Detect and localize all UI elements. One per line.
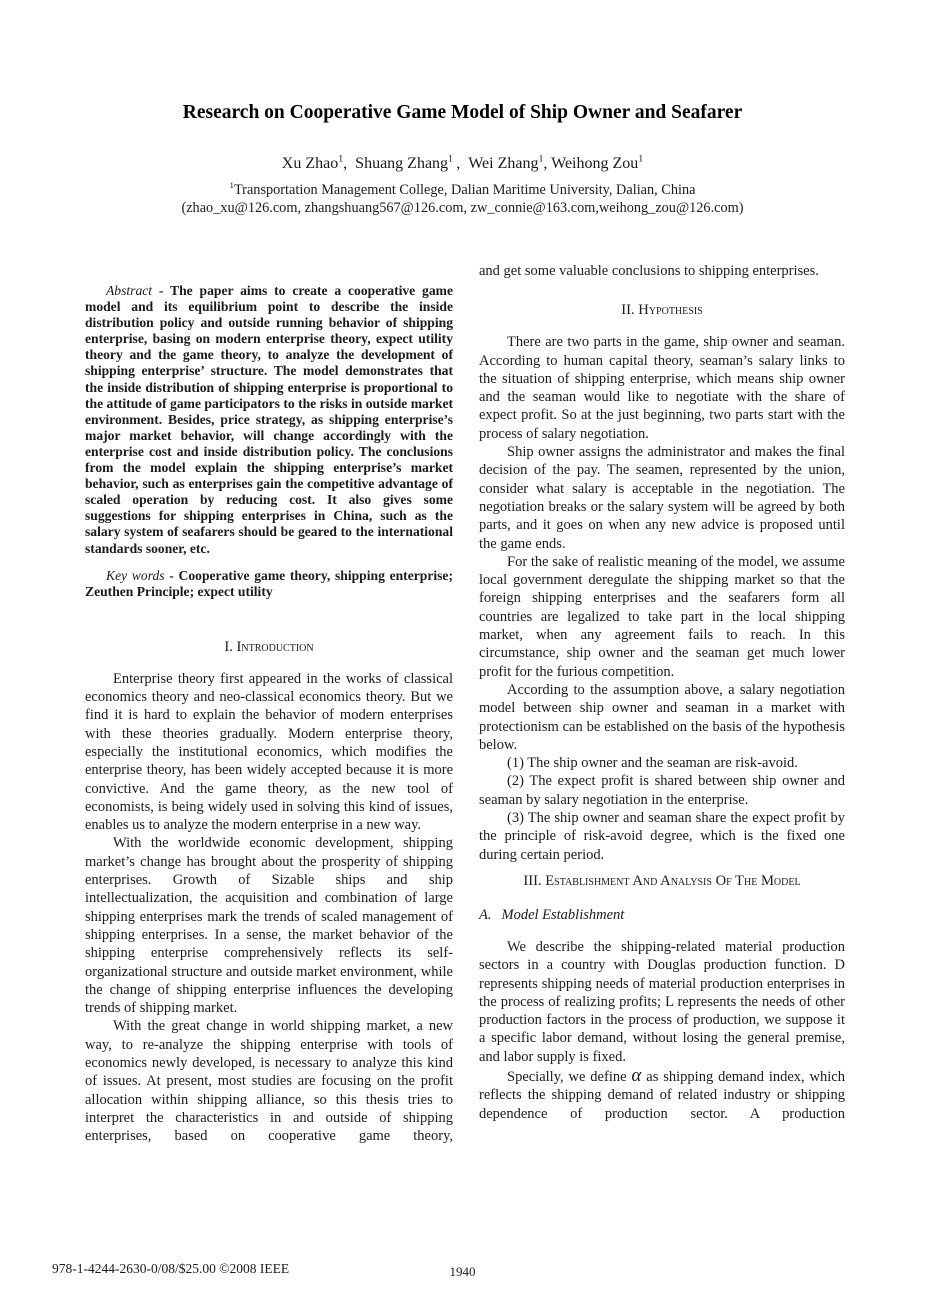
keywords-text: Cooperative game theory, shipping enterprise; Zeuthen Principle; expect utility — [85, 567, 453, 599]
intro-paragraph: Enterprise theory first appeared in the works of classical economics theory and neo-classical economics theory. But we find it is hard to explain the behavior of modern enterprises with these theories gradually. Modern enterprise theory, especially the institutional economics, which modifies the enterprise theory, has been widely accepted because it is more convictive. And the game theory, as the new tool of economists, is being widely used in solving this kind of issues, enables us to analyze the modern enterprise in a new way. — [85, 670, 453, 834]
affiliation-line: $^1$Transportation Management College, Dalian Maritime University, Dalian, China — [229, 180, 696, 198]
hypothesis-paragraph: Ship owner assigns the administrator and makes the final decision of the pay. The seamen, represented by the union, consider what salary is acceptable in the negotiation. The negotiation breaks or the salary system will be agreed by both parts, and it goes on when any new advice is proposed until the game ends. — [479, 444, 845, 552]
continuation-paragraph: and get some valuable conclusions to shipping enterprises. — [479, 263, 819, 279]
alpha-symbol: α — [631, 1064, 642, 1086]
hypothesis-list-item: (2) The expect profit is shared between ship owner and seaman by salary negotiation in the enterprise. — [479, 773, 845, 808]
column-left — [85, 283, 453, 1146]
model-paragraph: We describe the shipping-related material production sectors in a country with Douglas production function. D represents shipping needs of material production enterprises in the process of realizing profits; L represents the needs of other production factors in the process of production, we suppose it a specific labor demand, without losing the general premise, and labor supply is fixed. — [479, 938, 845, 1065]
author-superscript: 1 — [638, 154, 644, 165]
hypothesis-list-item: (3) The ship owner and seaman share the expect profit by the principle of risk-avoid degree, which is the fixed one during certain period. — [479, 810, 845, 863]
subsection-a-heading — [479, 906, 845, 924]
intro-paragraph: With the worldwide economic development, shipping market’s change has brought about the prosperity of shipping enterprises. Growth of Sizable ships and ship intellectualization, the acquisition and combination of large shipping enterprises mark the trends of scaled management of shipping enterprises. In a sense, the market behavior of the shipping enterprise comprehensively reflects its self-organizational structure and outside market environment, while the change of shipping enterprise influences the developing trends of shipping market. — [85, 835, 453, 1017]
hypothesis-list-item: (1) The ship owner and the seaman are risk-avoid. — [507, 755, 798, 772]
keywords-label: Key words — [106, 567, 165, 583]
author-name: Weihong Zou$^1$ — [551, 154, 644, 173]
author-name: Xu Zhao$^1$, — [281, 154, 356, 173]
author-name: Wei Zhang$^1$, — [468, 154, 552, 173]
keywords-paragraph: Key words - Cooperative game theory, shipping enterprise; Zeuthen Principle; expect utility — [85, 567, 453, 599]
page-number: 1940 — [449, 1264, 476, 1279]
footer-copyright: 978-1-4244-2630-0/08/$25.00 ©2008 IEEE — [52, 1261, 290, 1276]
hypothesis-paragraph: There are two parts in the game, ship owner and seaman. According to human capital theory, seaman’s salary links to the situation of shipping enterprise, which means ship owner and the seaman would like to negotiate with the share of expect profit. So at the just beginning, two parts start with the process of salary negotiation. — [479, 334, 845, 442]
subsection-title: Model Establishment — [501, 906, 625, 923]
section-heading-introduction: I. Introduction — [224, 638, 314, 655]
author-superscript: 1 — [538, 154, 544, 165]
model-paragraph: Specially, we define α as shipping demand index, which reflects the shipping demand of related industry or shipping dependence of production sector. A production — [479, 1064, 845, 1122]
abstract-paragraph: Abstract - The paper aims to create a cooperative game model and its equilibrium point to describe the inside distribution policy and outside running behavior of shipping enterprise, basing on modern enterprise theory, expect utility theory and the game theory, to analyze the development of shipping enterprise’ structure. The model demonstrates that the inside distribution of shipping enterprise is proportional to the attitude of game participators to the risks in outside market environment. Besides, price strategy, as shipping enterprise’s major market behavior, will change accordingly with the enterprise cost and inside distribution policy. The conclusions from the model explain the shipping enterprise’s market behavior, such as enterprises gain the competitive advantage of scaled operation by reducing cost. It also gives some suggestions for shipping enterprises in China, such as the salary system of seafarers should be geared to the international standards sooner, etc. — [85, 283, 453, 556]
paper-title: Research on Cooperative Game Model of Ship Owner and Seafarer — [182, 102, 743, 123]
section-heading-hypothesis: II. Hypothesis — [621, 302, 703, 319]
emails-line: (zhao_xu@126.com, zhangshuang567@126.com, zw_connie@163.com,weihong_zou@126.com) — [181, 200, 744, 216]
affiliation-superscript: 1 — [229, 180, 234, 190]
author-name: Shuang Zhang$^1$ , — [355, 154, 469, 173]
abstract-text: The paper aims to create a cooperative game model and its equilibrium point to describe the inside distribution policy and outside running behavior of shipping enterprise, basing on modern enterprise theory, expect utility theory and the game theory, to analyze the development of shipping enterprise’ structure. The model demonstrates that the inside distribution of shipping enterprise is proportional to the attitude of game participators to the risks in outside market environment. Besides, price strategy, as shipping enterprise’s major market behavior, will change accordingly with the enterprise cost and inside distribution policy. The conclusions from the model explain the shipping enterprise’s market behavior, such as enterprises gain the competitive advantage of scaled operation by reducing cost. It also gives some suggestions for shipping enterprises in China, such as the salary system of seafarers should be geared to the international standards sooner, etc. — [85, 283, 453, 556]
author-superscript: 1 — [448, 154, 453, 165]
intro-paragraph: With the great change in world shipping market, a new way, to re-analyze the shipping enterprise with tools of economics newly developed, is necessary to analyze this kind of issues. At present, most studies are focusing on the profit allocation within shipping alliance, so this thesis tries to interpret the characteristics in and outside of shipping enterprises, based on cooperative game theory, — [85, 1018, 453, 1145]
section-heading-model: III. Establishment And Analysis Of The Model — [523, 872, 801, 889]
author-superscript: 1 — [338, 154, 344, 165]
hypothesis-paragraph: For the sake of realistic meaning of the model, we assume local government deregulate the shipping market so that the foreign shipping enterprises and the seafarers form all countries are legalized to take part in the local shipping market, when any agreement fails to reach. In this circumstance, ship owner and the seaman get much lower profit for the furious competition. — [479, 553, 845, 680]
column-right — [479, 262, 845, 1123]
subsection-label: A. — [479, 906, 492, 923]
author-line — [0, 154, 925, 173]
hypothesis-paragraph: According to the assumption above, a salary negotiation model between ship owner and seaman in a market with protectionism can be established on the basis of the hypothesis below. — [479, 681, 845, 753]
abstract-label: Abstract — [106, 283, 153, 298]
